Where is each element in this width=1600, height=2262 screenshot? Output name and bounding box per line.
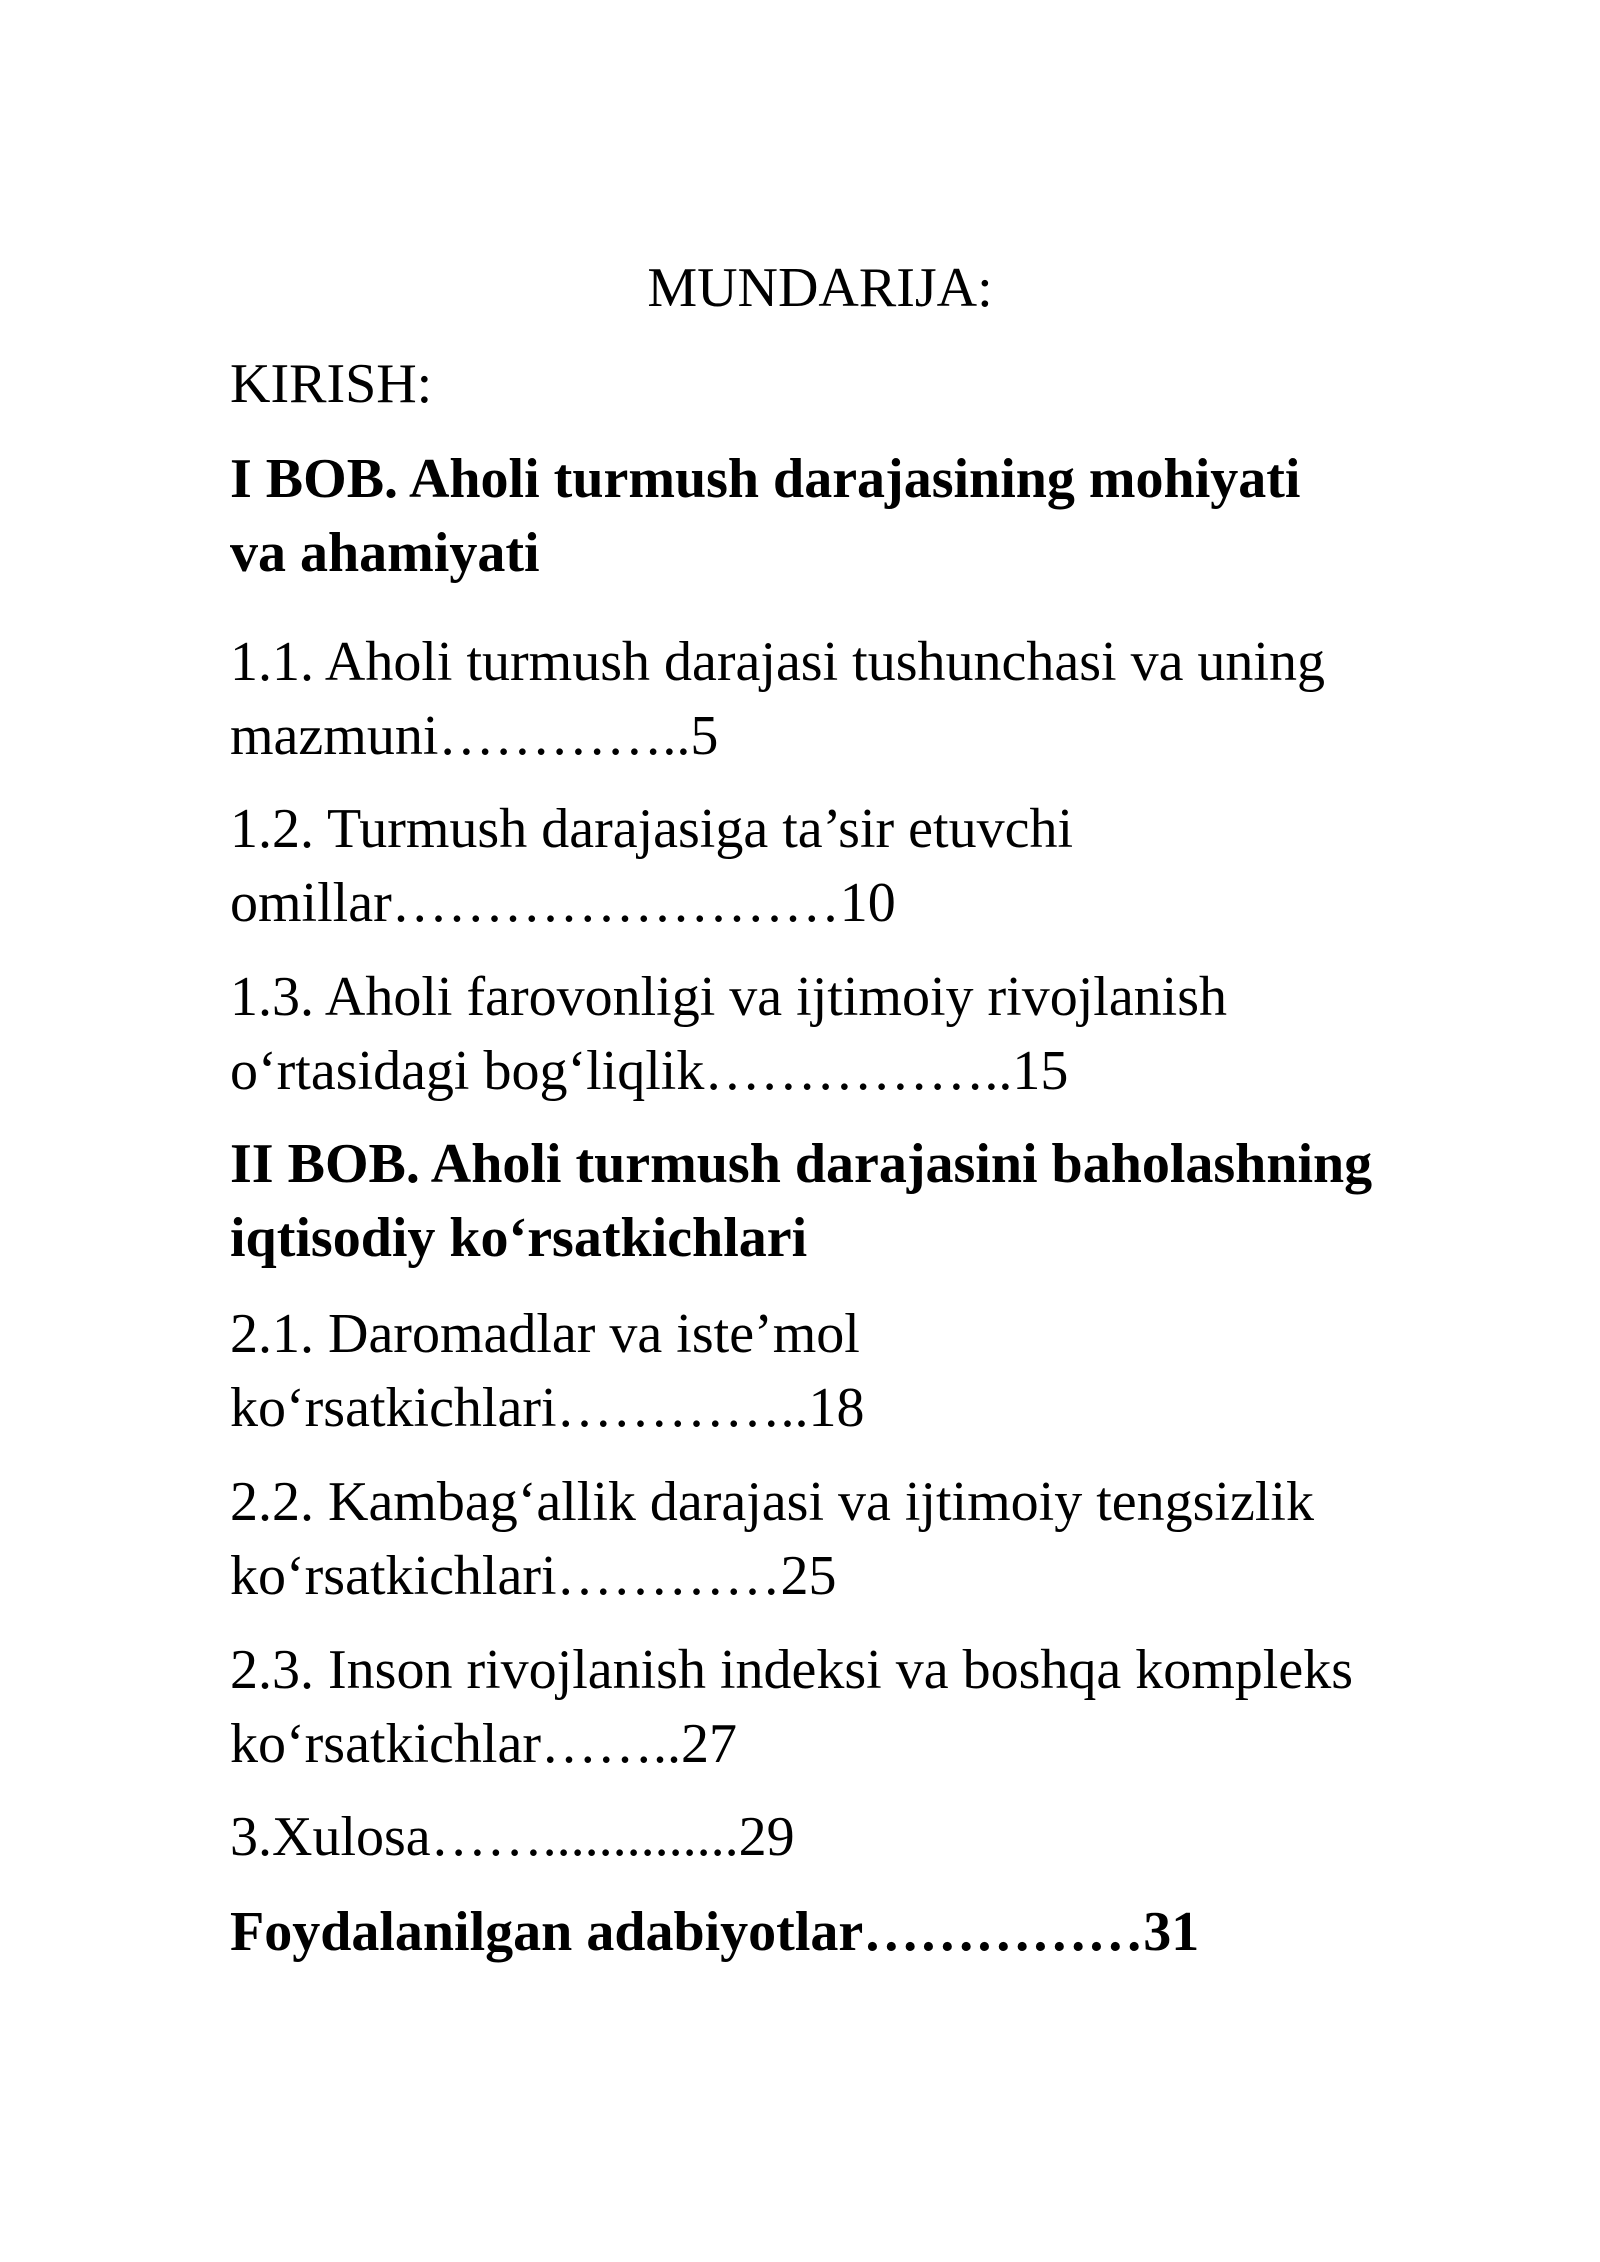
toc-chapter-1-line-2: va ahamiyati [230,522,540,584]
toc-chapter-2 [230,1127,1590,1275]
toc-chapter-1 [230,442,1590,590]
toc-section-2-3-line-1: 2.3. Inson rivojlanish indeksi va boshqa kompleks [230,1639,1354,1701]
toc-chapter-2-line-2: iqtisodiy ko‘rsatkichlari [230,1207,808,1269]
toc-section-1-1-line-2: mazmuni…………..5 [230,705,719,767]
toc-section-1-2-line-1: 1.2. Turmush darajasiga ta’sir etuvchi [230,798,1074,860]
toc-section-1-3-line-2: o‘rtasidagi bog‘liqlik……………..15 [230,1040,1069,1102]
toc-section-2-1-line-1: 2.1. Daromadlar va iste’mol [230,1303,860,1365]
toc-section-2-1 [230,1297,1590,1445]
toc-section-1-2-line-2: omillar……………………10 [230,872,896,934]
toc-entry-intro [230,347,1590,421]
toc-section-1-1 [230,625,1590,773]
toc-section-2-2-line-2: ko‘rsatkichlari…………25 [230,1545,837,1607]
toc-section-1-1-line-1: 1.1. Aholi turmush darajasi tushunchasi va uning [230,631,1325,693]
toc-chapter-1-line-1: I BOB. Aholi turmush darajasining mohiyati [230,448,1301,510]
toc-conclusion-text: 3.Xulosa……..............29 [230,1806,795,1868]
toc-section-2-2-line-1: 2.2. Kambag‘allik darajasi va ijtimoiy tengsizlik [230,1471,1314,1533]
toc-section-1-3-line-1: 1.3. Aholi farovonligi va ijtimoiy rivojlanish [230,966,1228,1028]
toc-section-1-2 [230,792,1590,940]
toc-conclusion [230,1800,1590,1874]
toc-section-2-2 [230,1465,1590,1613]
toc-section-1-3 [230,960,1590,1108]
toc-references-text: Foydalanilgan adabiyotlar……………31 [230,1901,1200,1963]
toc-title: MUNDARIJA: [647,257,993,319]
toc-references [230,1895,1590,1969]
toc-entry-intro-text: KIRISH: [230,353,433,415]
toc-chapter-2-line-1: II BOB. Aholi turmush darajasini baholashning [230,1133,1373,1195]
toc-section-2-1-line-2: ko‘rsatkichlari…………..18 [230,1377,865,1439]
toc-section-2-3 [230,1633,1590,1781]
toc-section-2-3-line-2: ko‘rsatkichlar……..27 [230,1713,737,1775]
